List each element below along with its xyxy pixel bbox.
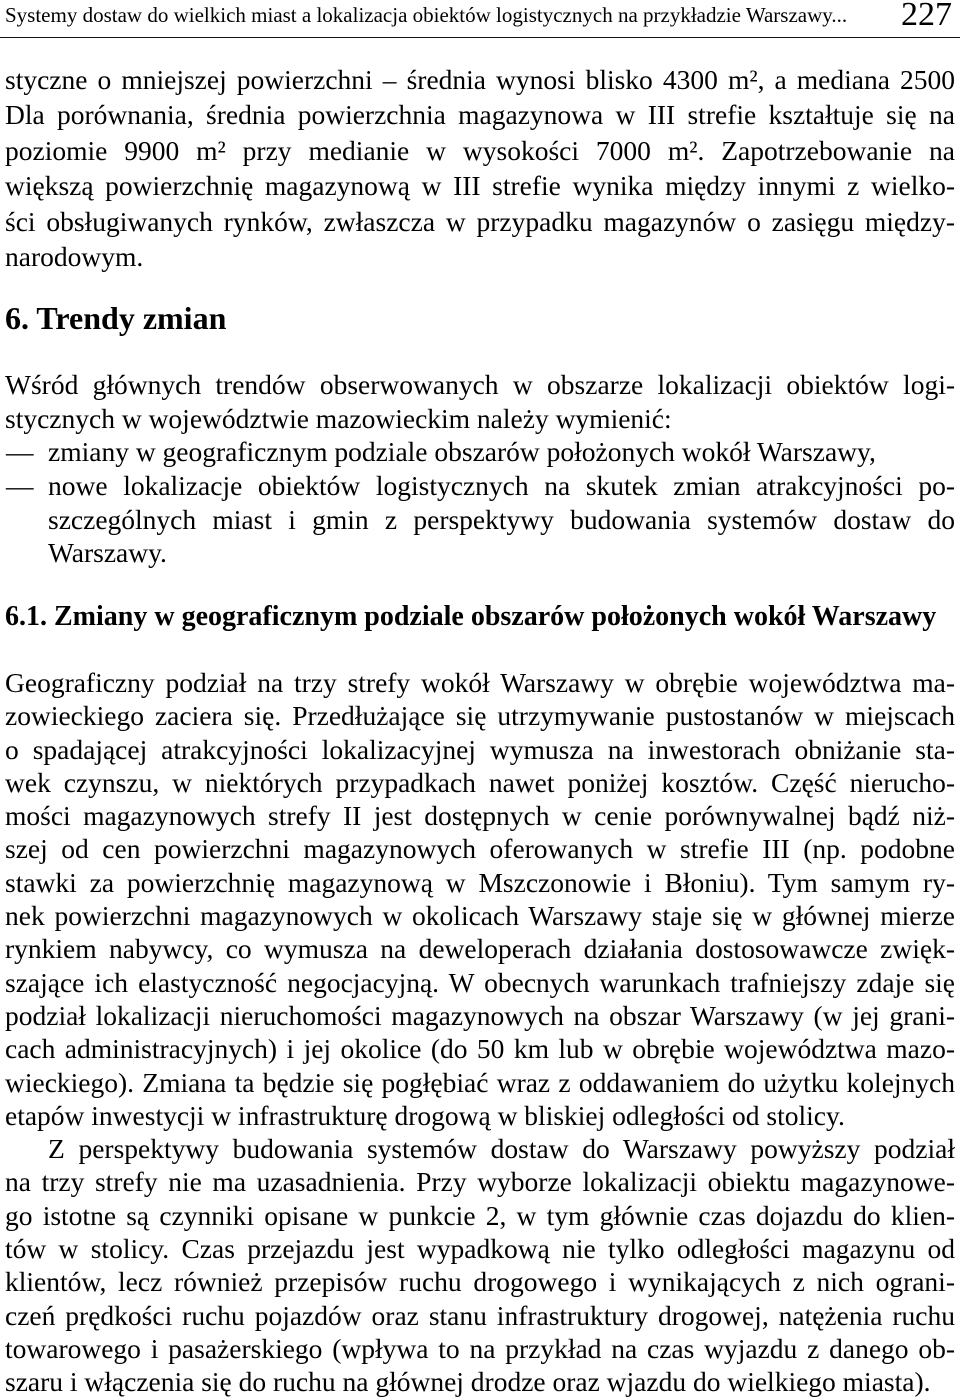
list-marker: — [6, 470, 34, 502]
text-line: Wśród głównych trendów obserwowanych w obszarze lokalizacji obiektów logi- [5, 369, 955, 400]
text-line: zmiany w geograficznym podziale obszarów położonych wokół Warszawy, [48, 436, 876, 468]
section-heading: 6. Trendy zmian [5, 300, 227, 336]
subsection-heading: 6.1. Zmiany w geograficznym podziale obszarów położonych wokół Warszawy [5, 601, 937, 632]
section-6-1-body [5, 666, 955, 1399]
text-line: podział lokalizacji nieruchomości magazynowych na obszar Warszawy (w jej grani- [5, 999, 955, 1031]
text-line: większą powierzchnię magazynową w III strefie wynika między innymi z wielko- [5, 170, 955, 202]
text-line: Z perspektywy budowania systemów dostaw do Warszawy powyższy podział [48, 1133, 955, 1165]
text-line: tów w stolicy. Czas przejazdu jest wypadkową nie tylko odległości magazynu od [5, 1233, 955, 1265]
text-line: nek powierzchni magazynowych w okolicach Warszawy staje się w głównej mierze [5, 900, 955, 932]
text-line: stawki za powierzchnię magazynową w Mszczonowie i Błoniu). Tym samym ry- [5, 866, 955, 898]
text-line: Dla porównania, średnia powierzchnia magazynowa w III strefie kształtuje się na [5, 99, 955, 131]
intro-paragraph [5, 368, 955, 435]
text-line: szaru i włączenia się do ruchu na głównej drodze oraz wjazdu do wielkiego miasta). [5, 1366, 931, 1398]
text-line: na trzy strefy nie ma uzasadnienia. Przy wyborze lokalizacji obiektu magazynowe- [5, 1166, 955, 1198]
text-line: nowe lokalizacje obiektów logistycznych na skutek zmian atrakcyjności po- [48, 470, 955, 502]
text-line: Geograficzny podział na trzy strefy wokół Warszawy w obrębie województwa ma- [5, 667, 955, 698]
text-line: o spadającej atrakcyjności lokalizacyjnej wymusza na inwestorach obniżanie sta- [5, 733, 955, 765]
paragraph [5, 666, 955, 1132]
text-line: czeń prędkości ruchu pojazdów oraz stanu infrastruktury drogowej, natężenia ruchu [5, 1299, 955, 1331]
text-line: etapów inwestycji w infrastrukturę drogową w bliskiej odległości od stolicy. [5, 1099, 845, 1131]
text-line: ści obsługiwanych rynków, zwłaszcza w przypadku magazynów o zasięgu między- [5, 205, 955, 237]
text-line: wieckiego). Zmiana ta będzie się pogłębiać wraz z oddawaniem do użytku kolejnych [5, 1066, 955, 1098]
list-item [5, 435, 955, 469]
text-line: rynkiem nabywcy, co wymusza na deweloperach działania dostosowawcze zwięk- [5, 933, 955, 965]
page-number: 227 [901, 0, 952, 33]
text-line: stycznych w województwie mazowieckim należy wymienić: [5, 402, 672, 434]
text-line: klientów, lecz również przepisów ruchu drogowego i wynikających z nich ograni- [5, 1266, 955, 1298]
text-line: poziomie 9900 m² przy medianie w wysokości 7000 m². Zapotrzebowanie na [5, 134, 955, 166]
text-line: mości magazynowych strefy II jest dostępnych w cenie porównywalnej bądź niż- [5, 800, 955, 832]
text-line: cach administracyjnych) i jej okolice (do 50 km lub w obrębie województwa mazo- [5, 1033, 955, 1065]
continuation-paragraph [5, 62, 955, 274]
text-line: styczne o mniejszej powierzchni – średnia wynosi blisko 4300 m², a mediana 2500 [5, 64, 955, 95]
running-title: Systemy dostaw do wielkich miast a lokalizacja obiektów logistycznych na przykładzie Warszawy... [5, 3, 848, 27]
text-line: towarowego i pasażerskiego (wpływa to na przykład na czas wyjazdu z danego ob- [5, 1332, 955, 1364]
list-marker: — [6, 436, 34, 468]
text-line: szej od cen powierzchni magazynowych oferowanych w strefie III (np. podobne [5, 833, 955, 865]
text-line: szczególnych miast i gmin z perspektywy budowania systemów dostaw do [48, 503, 955, 535]
text-line: szające ich elastyczność negocjacyjną. W obecnych warunkach trafniejszy zdaje się [5, 966, 955, 998]
list-item [5, 469, 955, 570]
section-6-body [5, 368, 955, 570]
text-line: zowieckiego zaciera się. Przedłużające się utrzymywanie pustostanów w miejscach [5, 700, 955, 732]
dash-list [5, 435, 955, 570]
text-line: wek czynszu, w niektórych przypadkach nawet poniżej kosztów. Część nierucho- [5, 766, 955, 798]
text-line: narodowym. [5, 240, 144, 272]
text-line: go istotne są czynniki opisane w punkcie 2, w tym głównie czas dojazdu do klien- [5, 1199, 955, 1231]
running-header [0, 0, 960, 38]
text-line: Warszawy. [48, 537, 167, 569]
paragraph [5, 1132, 955, 1398]
